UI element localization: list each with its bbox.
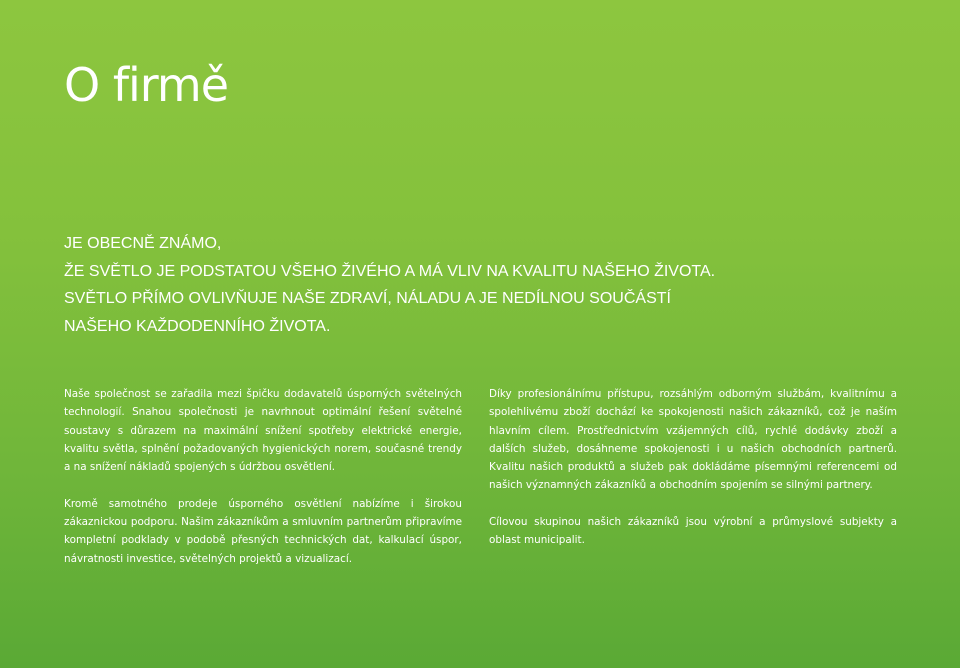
headline [64, 230, 924, 340]
paragraph: Naše společnost se zařadila mezi špičku dodavatelů úsporných světelných technologií. Snahou společnosti je navrhnout optimální řešení světelné soustavy s důrazem na maximální snížení spotřeby elektrické energie, kvalitu světla, splnění požadovaných hygienických norem, současné trendy a na snížení nákladů spojených s údržbou osvětlení. [64, 388, 462, 474]
paragraph: Kromě samotného prodeje úsporného osvětlení nabízíme i širokou zákaznickou podporu. Našim zákazníkům a smluvním partnerům připravíme kompletní podklady v podobě přesných technických dat, kalkulací úspor, návratnosti investice, světelných projektů a vizualizací. [64, 497, 462, 565]
paragraph: Díky profesionálnímu přístupu, rozsáhlým odborným službám, kvalitnímu a spolehlivému zboží dochází ke spokojenosti našich zákazníků, což je naším hlavním cílem. Prostřednictvím vzájemných cílů, rychlé dodávky zboží a dalších služeb, dosáhneme spokojenosti i u našich obchodních partnerů. Kvalitu našich produktů a služeb pak dokládáme písemnými referencemi od našich významných zákazníků a obchodním spojením se silnými partnery. [489, 388, 897, 492]
headline-line: ŽE SVĚTLO JE PODSTATOU VŠEHO ŽIVÉHO A MÁ VLIV NA KVALITU NAŠEHO ŽIVOTA. [64, 262, 716, 280]
headline-line: SVĚTLO PŘÍMO OVLIVŇUJE NAŠE ZDRAVÍ, NÁLADU A JE NEDÍLNOU SOUČÁSTÍ [64, 290, 671, 307]
right-text-column [489, 385, 897, 550]
left-text-column [64, 385, 462, 568]
page-title: O firmě [64, 58, 229, 112]
paragraph: Cílovou skupinou našich zákazníků jsou výrobní a průmyslové subjekty a oblast municipalit. [489, 516, 897, 547]
headline-line: JE OBECNĚ ZNÁMO, [64, 235, 222, 252]
headline-line: NAŠEHO KAŽDODENNÍHO ŽIVOTA. [64, 317, 331, 335]
